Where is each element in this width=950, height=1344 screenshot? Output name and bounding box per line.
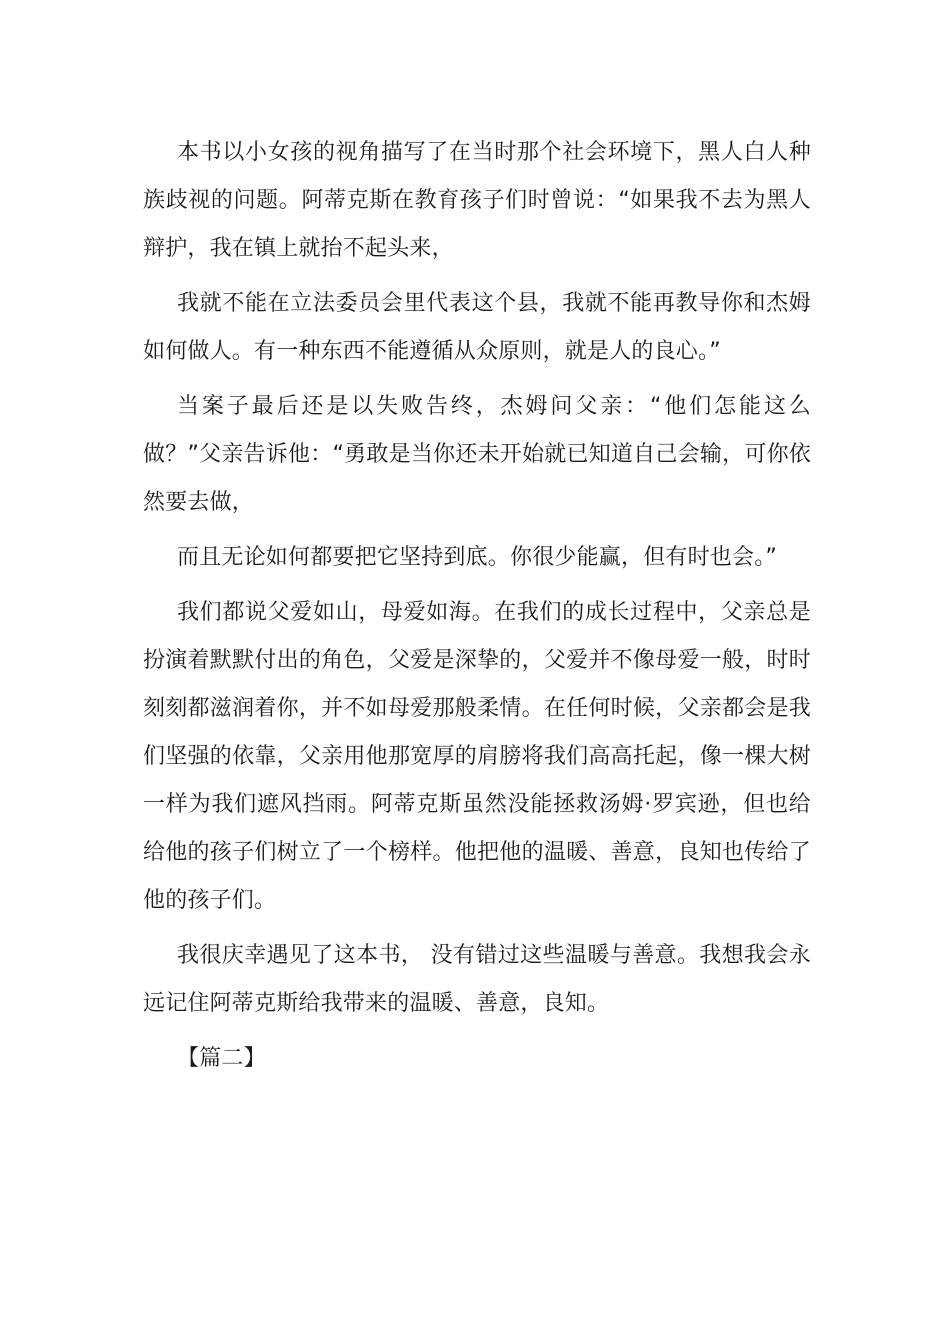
paragraph-2: 我就不能在立法委员会里代表这个县，我就不能再教导你和杰姆如何做人。有一种东西不能遵循从众原则，就是人的良心。” (143, 291, 811, 364)
paragraph-5: 我们都说父爱如山，母爱如海。在我们的成长过程中，父亲总是扮演着默默付出的角色，父爱是深挚的，父爱并不像母爱一般，时时刻刻都滋润着你，并不如母爱那般柔情。在任何时候，父亲都会是我们坚强的依靠，父亲用他那宽厚的肩膀将我们高高托起，像一棵大树一样为我们遮风挡雨。阿蒂克斯虽然没能拯救汤姆·罗宾逊，但也给给他的孩子们树立了一个榜样。他把他的温暖、善意，良知也传给了他的孩子们。 (143, 600, 811, 913)
paragraph-1: 本书以小女孩的视角描写了在当时那个社会环境下，黑人白人种族歧视的问题。阿蒂克斯在教育孩子们时曾说：“如果我不去为黑人辩护，我在镇上就抬不起头来， (143, 140, 811, 261)
body-text (143, 129, 811, 1083)
paragraph-3: 当案子最后还是以失败告终，杰姆问父亲：“他们怎能这么做？”父亲告诉他：“勇敢是当你还未开始就已知道自己会输，可你依然要去做， (143, 394, 811, 515)
paragraph-4: 而且无论如何都要把它坚持到底。你很少能赢，但有时也会。” (177, 545, 777, 570)
paragraph-6: 我很庆幸遇见了这本书， 没有错过这些温暖与善意。我想我会永远记住阿蒂克斯给我带来的温暖、善意，良知。 (143, 943, 811, 1016)
section-heading: 【篇二】 (177, 1046, 266, 1071)
